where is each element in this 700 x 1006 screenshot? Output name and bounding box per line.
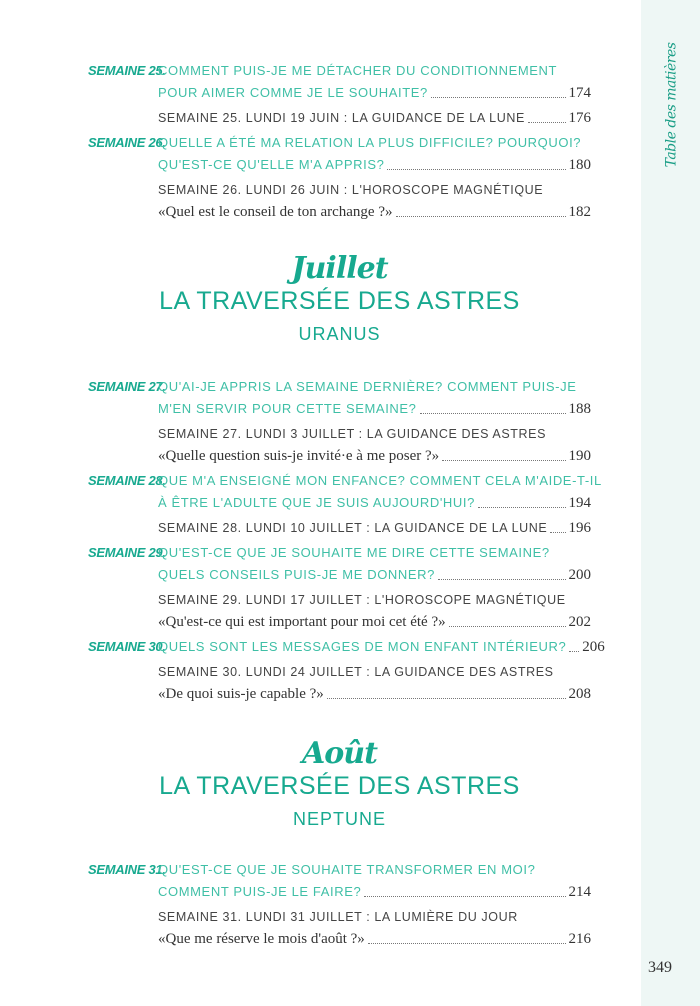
- dot-leader: [364, 896, 565, 897]
- dot-leader: [396, 216, 566, 217]
- entry-text: COMMENT PUIS-JE ME DÉTACHER DU CONDITIONNEMENT: [158, 63, 558, 78]
- dot-leader: [569, 651, 579, 652]
- toc-week-entry[interactable]: [88, 636, 605, 658]
- entry-text: SEMAINE 26. LUNDI 26 JUIN : L'HOROSCOPE MAGNÉTIQUE: [158, 183, 544, 197]
- page-ref[interactable]: 176: [568, 110, 591, 126]
- entry-text: QUELLE A ÉTÉ MA RELATION LA PLUS DIFFICILE? POURQUOI?: [158, 135, 582, 150]
- toc-line: [88, 636, 605, 658]
- entry-text: SEMAINE 31. LUNDI 31 JUILLET : LA LUMIÈRE DU JOUR: [158, 910, 518, 924]
- page-ref[interactable]: 196: [568, 520, 591, 536]
- week-label: SEMAINE 31.: [88, 862, 166, 877]
- dot-leader: [327, 698, 566, 699]
- toc-week-entry[interactable]: [88, 542, 591, 586]
- entry-text: À ÊTRE L'ADULTE QUE JE SUIS AUJOURD'HUI?: [158, 495, 475, 510]
- week-label: SEMAINE 30.: [88, 639, 166, 654]
- month-header-july: [88, 253, 591, 349]
- entry-text: «Quelle question suis-je invité·e à me poser ?»: [158, 448, 440, 464]
- entry-text: QU'AI-JE APPRIS LA SEMAINE DERNIÈRE? COMMENT PUIS-JE: [158, 379, 577, 394]
- week-label: SEMAINE 26.: [88, 135, 166, 150]
- entry-text: «Que me réserve le mois d'août ?»: [158, 931, 365, 947]
- toc-week-entry[interactable]: [88, 376, 591, 420]
- toc-week-entry[interactable]: [88, 470, 602, 514]
- entry-text: SEMAINE 25. LUNDI 19 JUIN : LA GUIDANCE DE LA LUNE: [158, 111, 525, 125]
- page-ref[interactable]: 214: [568, 884, 591, 900]
- page-ref[interactable]: 202: [568, 614, 591, 630]
- dot-leader: [449, 626, 566, 627]
- entry-text: QUELS SONT LES MESSAGES DE MON ENFANT INTÉRIEUR?: [158, 639, 567, 654]
- toc-sub-entry[interactable]: [88, 179, 591, 223]
- dot-leader: [478, 507, 566, 508]
- dot-leader: [387, 169, 565, 170]
- toc-line: [88, 859, 591, 881]
- toc-sub-entry[interactable]: [88, 661, 591, 705]
- toc-line: [88, 542, 591, 564]
- page-ref[interactable]: 208: [568, 686, 591, 702]
- section-title: LA TRAVERSÉE DES ASTRES: [159, 287, 520, 315]
- entry-text: QU'EST-CE QU'ELLE M'A APPRIS?: [158, 157, 385, 172]
- toc-section: [88, 373, 605, 705]
- toc-line: [88, 661, 591, 683]
- page-number: 349: [648, 959, 672, 976]
- toc-line: [88, 82, 591, 104]
- toc-line: [88, 154, 591, 176]
- toc-sub-entry[interactable]: [88, 589, 591, 633]
- toc-line: [88, 398, 591, 420]
- toc-line: [88, 179, 591, 201]
- toc-line: [88, 445, 591, 467]
- toc-sub-entry[interactable]: [88, 906, 591, 950]
- toc-line: [88, 589, 591, 611]
- page-ref[interactable]: 200: [568, 567, 591, 583]
- entry-text: COMMENT PUIS-JE LE FAIRE?: [158, 884, 362, 899]
- toc-line: [88, 683, 591, 705]
- toc-week-entry[interactable]: [88, 132, 591, 176]
- toc-line: [88, 906, 591, 928]
- toc-sub-entry[interactable]: [88, 107, 591, 129]
- entry-text: SEMAINE 27. LUNDI 3 JUILLET : LA GUIDANCE DES ASTRES: [158, 427, 547, 441]
- dot-leader: [420, 413, 566, 414]
- month-title: Juillet: [291, 251, 388, 286]
- page-ref[interactable]: 180: [568, 157, 591, 173]
- page-ref[interactable]: 188: [568, 401, 591, 417]
- entry-text: QU'EST-CE QUE JE SOUHAITE TRANSFORMER EN MOI?: [158, 862, 536, 877]
- entry-text: «Quel est le conseil de ton archange ?»: [158, 204, 393, 220]
- toc-line: [88, 107, 591, 129]
- dot-leader: [368, 943, 566, 944]
- toc-section: [88, 57, 591, 223]
- week-label: SEMAINE 25.: [88, 63, 166, 78]
- dot-leader: [442, 460, 565, 461]
- dot-leader: [438, 579, 566, 580]
- toc-week-entry[interactable]: [88, 859, 591, 903]
- page-ref[interactable]: 190: [568, 448, 591, 464]
- entry-text: QUE M'A ENSEIGNÉ MON ENFANCE? COMMENT CELA M'AIDE-T-IL: [158, 473, 602, 488]
- toc-line: [88, 201, 591, 223]
- planet-title: URANUS: [298, 324, 381, 344]
- toc-line: [88, 132, 591, 154]
- toc-line: [88, 881, 591, 903]
- page-ref[interactable]: 194: [568, 495, 591, 511]
- toc-section: [88, 856, 591, 950]
- month-title: Août: [302, 736, 377, 771]
- toc-line: [88, 376, 591, 398]
- toc-line: [88, 564, 591, 586]
- page-ref[interactable]: 182: [568, 204, 591, 220]
- entry-text: SEMAINE 30. LUNDI 24 JUILLET : LA GUIDANCE DES ASTRES: [158, 665, 554, 679]
- toc-line: [88, 928, 591, 950]
- toc-line: [88, 423, 591, 445]
- entry-text: POUR AIMER COMME JE LE SOUHAITE?: [158, 85, 428, 100]
- entry-text: QU'EST-CE QUE JE SOUHAITE ME DIRE CETTE SEMAINE?: [158, 545, 550, 560]
- entry-text: «De quoi suis-je capable ?»: [158, 686, 324, 702]
- week-label: SEMAINE 27.: [88, 379, 166, 394]
- toc-line: [88, 470, 602, 492]
- dot-leader: [431, 97, 566, 98]
- toc-week-entry[interactable]: [88, 60, 591, 104]
- month-header-august: [88, 738, 591, 834]
- planet-title: NEPTUNE: [292, 809, 386, 829]
- toc-sub-entry[interactable]: [88, 423, 591, 467]
- toc-line: [88, 60, 591, 82]
- toc-line: [88, 611, 591, 633]
- sidebar-title: [661, 40, 681, 170]
- week-label: SEMAINE 29.: [88, 545, 166, 560]
- section-title: LA TRAVERSÉE DES ASTRES: [159, 772, 520, 800]
- sidebar-title-text: Table des matières: [663, 42, 680, 168]
- page-ref[interactable]: 174: [568, 85, 591, 101]
- toc-line: [88, 492, 591, 514]
- entry-text: «Qu'est-ce qui est important pour moi cet été ?»: [158, 614, 446, 630]
- entry-text: M'EN SERVIR POUR CETTE SEMAINE?: [158, 401, 417, 416]
- dot-leader: [550, 532, 565, 533]
- entry-text: SEMAINE 29. LUNDI 17 JUILLET : L'HOROSCOPE MAGNÉTIQUE: [158, 593, 566, 607]
- entry-text: SEMAINE 28. LUNDI 10 JUILLET : LA GUIDANCE DE LA LUNE: [158, 521, 548, 535]
- dot-leader: [528, 122, 566, 123]
- page-ref[interactable]: 216: [568, 931, 591, 947]
- toc-sub-entry[interactable]: [88, 517, 591, 539]
- toc-line: [88, 517, 591, 539]
- entry-text: QUELS CONSEILS PUIS-JE ME DONNER?: [158, 567, 435, 582]
- week-label: SEMAINE 28.: [88, 473, 166, 488]
- page-ref[interactable]: 206: [582, 639, 605, 655]
